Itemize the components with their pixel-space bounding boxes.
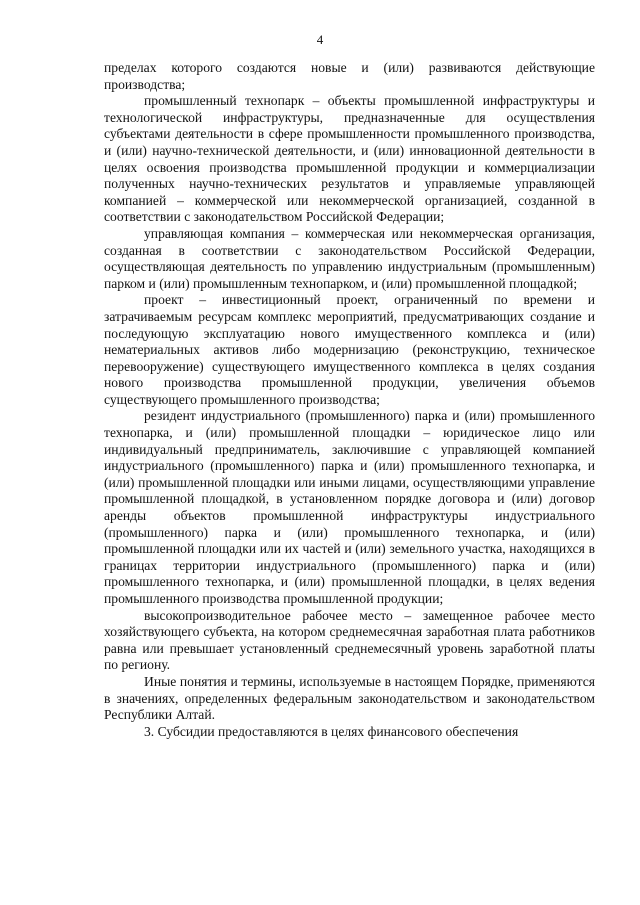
paragraph-section-3: 3. Субсидии предоставляются в целях финансового обеспечения — [144, 723, 519, 739]
paragraph-managing-company: управляющая компания – коммерческая или некоммерческая организация, созданная в соответствии с законодательством Российской Федерации, осуществляющая деятельность по управлению индустриальным (промышленным) парком и (или) промышленным технопарком, и (или) промышленной площадкой; — [104, 225, 595, 291]
paragraph-industrial-technopark: промышленный технопарк – объекты промышленной инфраструктуры и технологической инфраструктуры, предназначенные для осуществления субъектами деятельности в сфере промышленности промышленного производства, и (или) научно-технической деятельности, и (или) инновационной деятельности в целях освоения производства промышленной продукции и коммерциализации полученных научно-технических результатов и управляемые управляющей компанией – коммерческой или некоммерческой организацией, созданной в соответствии с законодательством Российской Федерации; — [104, 93, 595, 225]
page-number: 4 — [316, 32, 324, 47]
paragraph-project: проект – инвестиционный проект, ограниченный по времени и затрачиваемым ресурсам комплекс мероприятий, предусматривающих создание и последующую эксплуатацию нового имущественного комплекса и (или) нематериальных активов либо модернизацию (реконструкцию, техническое перевооружение) существующего имущественного комплекса в целях создания нового производства промышленной продукции, увеличения объемов существующего промышленного производства; — [104, 292, 595, 407]
paragraph-resident: резидент индустриального (промышленного) парка и (или) промышленного технопарка, и (или) промышленной площадки – юридическое лицо или индивидуальный предприниматель, заключившие с управляющей компанией индустриального (промышленного) парка и (или) промышленного технопарка, и (или) промышленной площадки или иными лицами, осуществляющими управление промышленной площадкой, в установленном порядке договора и (или) договор аренды объектов промышленной инфраструктуры индустриального (промышленного) парка и (или) промышленного технопарка, и (или) промышленной площадки или их частей и (или) земельного участка, находящихся в границах территории индустриального (промышленного) парка и (или) промышленного технопарка, и (или) промышленной площадки, в целях ведения промышленного производства промышленной продукции; — [104, 408, 595, 606]
paragraph-high-productivity-workplace: высокопроизводительное рабочее место – замещенное рабочее место хозяйствующего субъекта, на котором среднемесячная заработная плата работников равна или превышает установленный среднемесячный уровень заработной платы по региону. — [104, 607, 595, 673]
paragraph-continuation: пределах которого создаются новые и (или) развиваются действующие производства; — [104, 60, 595, 92]
document-body — [104, 60, 595, 740]
paragraph-other-terms: Иные понятия и термины, используемые в настоящем Порядке, применяются в значениях, определенных федеральным законодательством и законодательством Республики Алтай. — [104, 673, 595, 723]
